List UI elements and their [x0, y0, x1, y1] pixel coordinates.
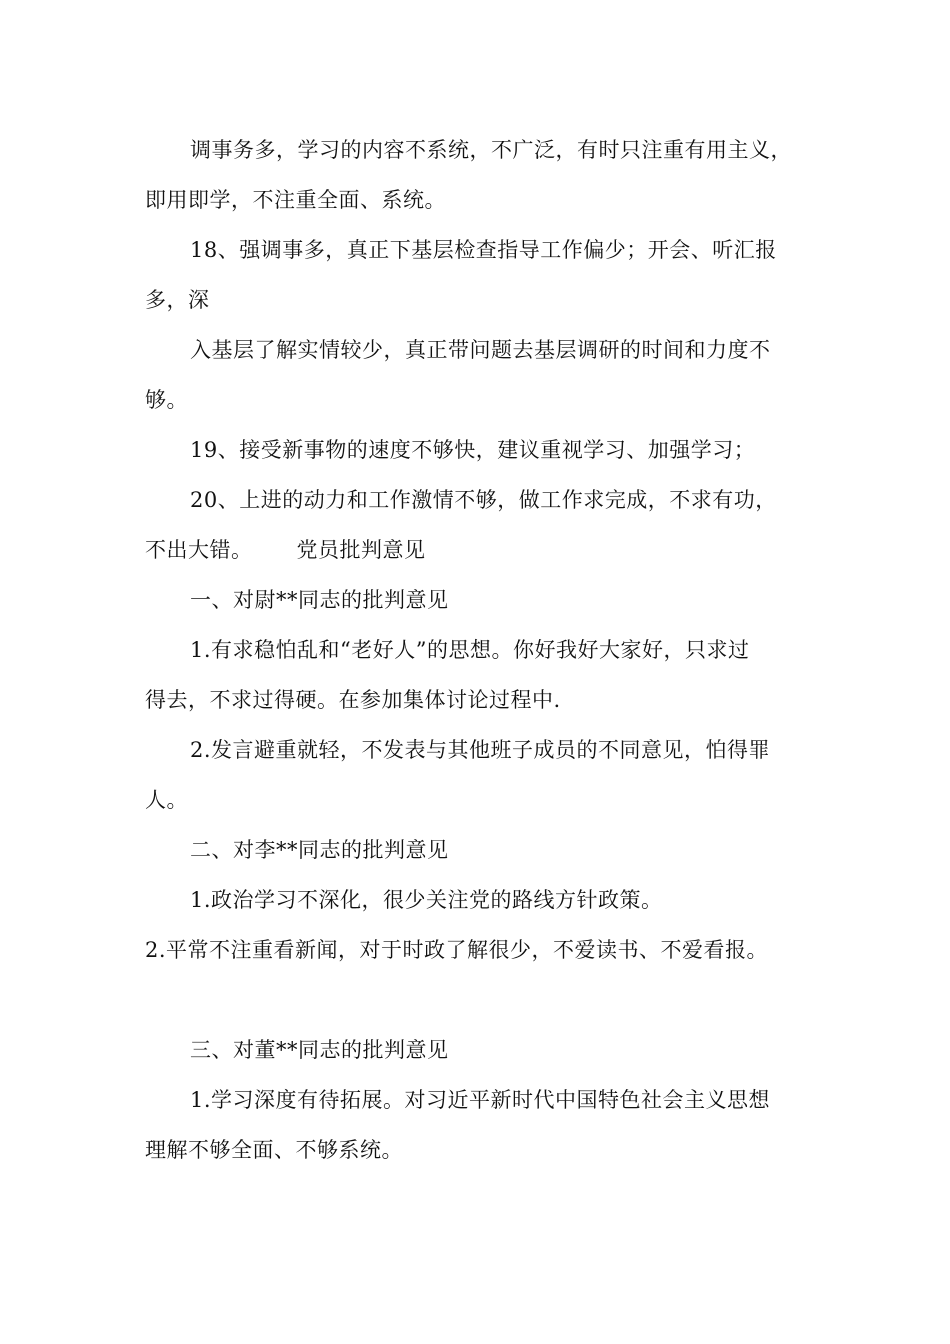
paragraph-line: 20、上进的动力和工作激情不够，做工作求完成，不求有功，	[190, 488, 777, 512]
paragraph-line: 够。	[145, 388, 188, 412]
paragraph-line: 19、接受新事物的速度不够快，建议重视学习、加强学习；	[190, 438, 756, 462]
paragraph-line: 1.有求稳怕乱和“老好人”的思想。你好我好大家好，只求过	[190, 638, 750, 662]
paragraph-line: 多，深	[145, 288, 210, 312]
section-heading: 二、对李**同志的批判意见	[190, 838, 449, 862]
section-heading: 三、对董**同志的批判意见	[190, 1038, 449, 1062]
paragraph-line: 18、强调事多，真正下基层检查指导工作偏少；开会、听汇报	[190, 238, 777, 262]
paragraph-line: 2.发言避重就轻，不发表与其他班子成员的不同意见，怕得罪	[190, 738, 771, 762]
paragraph-line: 人。	[145, 788, 188, 812]
paragraph-line: 理解不够全面、不够系统。	[145, 1138, 403, 1162]
paragraph-line: 1.政治学习不深化，很少关注党的路线方针政策。	[190, 888, 663, 912]
section-heading: 一、对尉**同志的批判意见	[190, 588, 449, 612]
section-heading: 党员批判意见	[296, 538, 426, 562]
paragraph-line: 1.学习深度有待拓展。对习近平新时代中国特色社会主义思想	[190, 1088, 771, 1112]
paragraph-line: 得去，不求过得硬。在参加集体讨论过程中.	[145, 688, 561, 712]
paragraph-line	[145, 535, 426, 565]
paragraph-line: 调事务多，学习的内容不系统，不广泛，有时只注重有用主义，	[190, 138, 792, 162]
paragraph-line: 入基层了解实情较少，真正带问题去基层调研的时间和力度不	[190, 338, 771, 362]
paragraph-line: 2.平常不注重看新闻，对于时政了解很少，不爱读书、不爱看报。	[145, 938, 769, 962]
paragraph-text: 不出大错。	[145, 538, 253, 562]
paragraph-line: 即用即学，不注重全面、系统。	[145, 188, 446, 212]
